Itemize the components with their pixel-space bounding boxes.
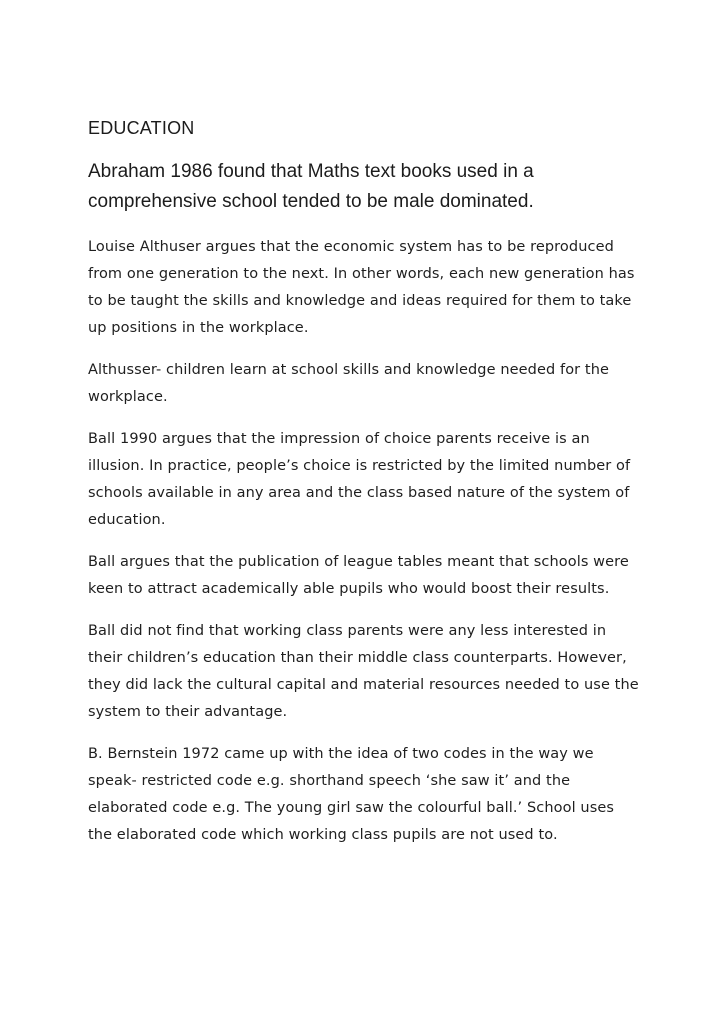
page-title: EDUCATION <box>88 118 195 138</box>
paragraph-althusser-summary: Althusser- children learn at school skills and knowledge needed for the workplace. <box>88 362 610 405</box>
paragraph-louise-althuser: Louise Althuser argues that the economic system has to be reproduced from one generation to the next. In other words, each new generation has to be taught the skills and knowledge and ideas required for them to take up positions in the workplace. <box>88 239 635 336</box>
paragraph-ball-working-class: Ball did not find that working class parents were any less interested in their children’s education than their middle class counterparts. However, they did lack the cultural capital and material resources needed to use the system to their advantage. <box>88 623 639 720</box>
paragraph-ball-league-tables: Ball argues that the publication of league tables meant that schools were keen to attract academically able pupils who would boost their results. <box>88 554 629 597</box>
paragraph-bernstein-codes: B. Bernstein 1972 came up with the idea of two codes in the way we speak- restricted code e.g. shorthand speech ‘she saw it’ and the elaborated code e.g. The young girl saw the colourful ball.’ School uses the elaborated code which working class pupils are not used to. <box>88 746 615 843</box>
paragraph-ball-1990: Ball 1990 argues that the impression of choice parents receive is an illusion. In practice, people’s choice is restricted by the limited number of schools available in any area and the class based nature of the system of education. <box>88 431 631 528</box>
paragraph-abraham: Abraham 1986 found that Maths text books used in a comprehensive school tended to be male dominated. <box>88 161 534 212</box>
